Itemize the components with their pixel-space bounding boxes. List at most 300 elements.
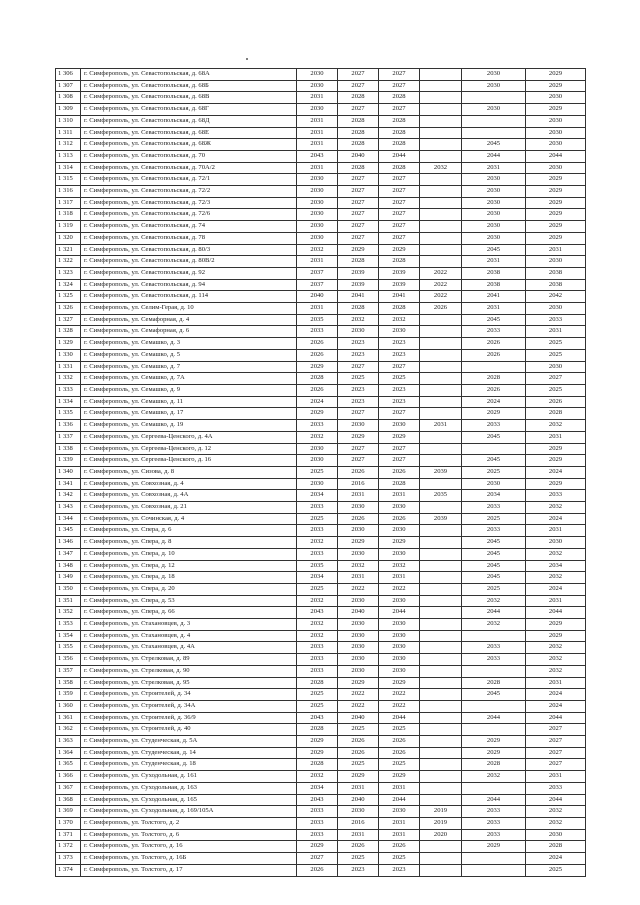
- year-col-6-cell: 2025: [526, 349, 586, 361]
- year-col-6-cell: 2044: [526, 150, 586, 162]
- table-row: [56, 548, 586, 560]
- year-col-3-cell: 2039: [379, 267, 420, 279]
- address-cell: г. Симферополь, ул. Севастопольская, д. 70: [81, 150, 297, 162]
- year-col-1-cell: 2026: [297, 384, 338, 396]
- year-col-2-cell: 2040: [338, 794, 379, 806]
- year-col-2-cell: 2027: [338, 197, 379, 209]
- year-col-5-cell: 2025: [462, 583, 526, 595]
- address-cell: г. Симферополь, ул. Севастопольская, д. 72/1: [81, 174, 297, 186]
- year-col-3-cell: 2044: [379, 607, 420, 619]
- table-row: [56, 455, 586, 467]
- year-col-5-cell: 2030: [462, 209, 526, 221]
- year-col-2-cell: 2027: [338, 69, 379, 81]
- row-number-cell: 1 346: [56, 537, 81, 549]
- year-col-1-cell: 2031: [297, 256, 338, 268]
- year-col-4-cell: 2019: [420, 818, 462, 830]
- year-col-5-cell: 2045: [462, 572, 526, 584]
- year-col-3-cell: 2030: [379, 502, 420, 514]
- table-row: [56, 197, 586, 209]
- table-row: [56, 829, 586, 841]
- year-col-1-cell: 2025: [297, 689, 338, 701]
- year-col-2-cell: 2028: [338, 256, 379, 268]
- year-col-5-cell: 2044: [462, 794, 526, 806]
- year-col-1-cell: 2029: [297, 361, 338, 373]
- year-col-6-cell: 2024: [526, 583, 586, 595]
- row-number-cell: 1 363: [56, 736, 81, 748]
- address-cell: г. Симферополь, ул. Сочинская, д. 4: [81, 513, 297, 525]
- table-row: [56, 818, 586, 830]
- year-col-3-cell: 2028: [379, 127, 420, 139]
- year-col-5-cell: 2030: [462, 197, 526, 209]
- year-col-5-cell: 2045: [462, 431, 526, 443]
- year-col-2-cell: 2025: [338, 724, 379, 736]
- address-cell: г. Симферополь, ул. Суходольная, д. 163: [81, 782, 297, 794]
- table-row: [56, 794, 586, 806]
- year-col-3-cell: 2030: [379, 595, 420, 607]
- year-col-6-cell: 2024: [526, 853, 586, 865]
- year-col-2-cell: 2039: [338, 279, 379, 291]
- year-col-4-cell: [420, 607, 462, 619]
- year-col-6-cell: 2030: [526, 361, 586, 373]
- year-col-6-cell: 2027: [526, 736, 586, 748]
- table-row: [56, 560, 586, 572]
- year-col-1-cell: 2037: [297, 267, 338, 279]
- year-col-2-cell: 2040: [338, 712, 379, 724]
- year-col-5-cell: 2033: [462, 642, 526, 654]
- table-row: [56, 186, 586, 198]
- year-col-1-cell: 2030: [297, 69, 338, 81]
- year-col-1-cell: 2029: [297, 747, 338, 759]
- table-row: [56, 139, 586, 151]
- year-col-4-cell: [420, 92, 462, 104]
- year-col-6-cell: 2030: [526, 139, 586, 151]
- row-number-cell: 1 356: [56, 654, 81, 666]
- year-col-4-cell: [420, 548, 462, 560]
- address-cell: г. Симферополь, ул. Севастопольская, д. 68Е: [81, 127, 297, 139]
- year-col-5-cell: 2030: [462, 174, 526, 186]
- year-col-1-cell: 2028: [297, 724, 338, 736]
- table-row: [56, 724, 586, 736]
- year-col-2-cell: 2030: [338, 665, 379, 677]
- year-col-2-cell: 2023: [338, 396, 379, 408]
- year-col-6-cell: 2025: [526, 338, 586, 350]
- year-col-3-cell: 2025: [379, 853, 420, 865]
- table-row: [56, 759, 586, 771]
- row-number-cell: 1 322: [56, 256, 81, 268]
- year-col-3-cell: 2028: [379, 478, 420, 490]
- row-number-cell: 1 357: [56, 665, 81, 677]
- year-col-3-cell: 2023: [379, 349, 420, 361]
- year-col-4-cell: [420, 338, 462, 350]
- row-number-cell: 1 317: [56, 197, 81, 209]
- year-col-3-cell: 2022: [379, 689, 420, 701]
- year-col-4-cell: [420, 326, 462, 338]
- year-col-4-cell: [420, 349, 462, 361]
- year-col-6-cell: 2034: [526, 560, 586, 572]
- year-col-4-cell: [420, 759, 462, 771]
- year-col-3-cell: 2029: [379, 677, 420, 689]
- year-col-6-cell: 2044: [526, 712, 586, 724]
- year-col-2-cell: 2026: [338, 841, 379, 853]
- year-col-1-cell: 2031: [297, 127, 338, 139]
- row-number-cell: 1 307: [56, 80, 81, 92]
- row-number-cell: 1 351: [56, 595, 81, 607]
- year-col-2-cell: 2027: [338, 232, 379, 244]
- address-cell: г. Симферополь, ул. Севастопольская, д. 68Б: [81, 80, 297, 92]
- table-row: [56, 303, 586, 315]
- year-col-6-cell: 2024: [526, 513, 586, 525]
- table-row: [56, 747, 586, 759]
- year-col-5-cell: [462, 115, 526, 127]
- year-col-6-cell: 2025: [526, 864, 586, 876]
- year-col-5-cell: 2033: [462, 326, 526, 338]
- row-number-cell: 1 323: [56, 267, 81, 279]
- address-cell: г. Симферополь, ул. Спера, д. 18: [81, 572, 297, 584]
- year-col-5-cell: 2045: [462, 689, 526, 701]
- year-col-5-cell: 2033: [462, 420, 526, 432]
- year-col-2-cell: 2030: [338, 502, 379, 514]
- year-col-6-cell: 2025: [526, 384, 586, 396]
- year-col-1-cell: 2033: [297, 818, 338, 830]
- year-col-3-cell: 2031: [379, 490, 420, 502]
- address-cell: г. Симферополь, ул. Севастопольская, д. 78: [81, 232, 297, 244]
- address-cell: г. Симферополь, ул. Семашко, д. 5: [81, 349, 297, 361]
- year-col-2-cell: 2029: [338, 771, 379, 783]
- year-col-2-cell: 2022: [338, 700, 379, 712]
- year-col-4-cell: 2022: [420, 267, 462, 279]
- year-col-6-cell: 2024: [526, 700, 586, 712]
- row-number-cell: 1 349: [56, 572, 81, 584]
- year-col-1-cell: 2030: [297, 197, 338, 209]
- address-cell: г. Симферополь, ул. Стрелковая, д. 95: [81, 677, 297, 689]
- row-number-cell: 1 306: [56, 69, 81, 81]
- year-col-6-cell: 2033: [526, 314, 586, 326]
- year-col-1-cell: 2029: [297, 736, 338, 748]
- year-col-1-cell: 2029: [297, 408, 338, 420]
- row-number-cell: 1 343: [56, 502, 81, 514]
- year-col-2-cell: 2027: [338, 174, 379, 186]
- table-row: [56, 115, 586, 127]
- year-col-6-cell: 2032: [526, 572, 586, 584]
- year-col-5-cell: 2030: [462, 80, 526, 92]
- year-col-5-cell: 2044: [462, 150, 526, 162]
- year-col-5-cell: 2028: [462, 759, 526, 771]
- row-number-cell: 1 367: [56, 782, 81, 794]
- year-col-1-cell: 2031: [297, 115, 338, 127]
- year-col-5-cell: 2033: [462, 818, 526, 830]
- address-cell: г. Симферополь, ул. Спера, д. 66: [81, 607, 297, 619]
- year-col-4-cell: [420, 197, 462, 209]
- year-col-6-cell: 2028: [526, 841, 586, 853]
- year-col-4-cell: [420, 853, 462, 865]
- year-col-3-cell: 2022: [379, 700, 420, 712]
- year-col-6-cell: 2027: [526, 724, 586, 736]
- year-col-5-cell: 2030: [462, 232, 526, 244]
- year-col-4-cell: [420, 431, 462, 443]
- table-row: [56, 373, 586, 385]
- year-col-6-cell: 2044: [526, 794, 586, 806]
- address-cell: г. Симферополь, ул. Севастопольская, д. 114: [81, 291, 297, 303]
- year-col-5-cell: [462, 361, 526, 373]
- address-cell: г. Симферополь, ул. Сизова, д. 8: [81, 466, 297, 478]
- year-col-1-cell: 2033: [297, 665, 338, 677]
- year-col-1-cell: 2025: [297, 583, 338, 595]
- address-cell: г. Симферополь, ул. Толстого, д. 17: [81, 864, 297, 876]
- year-col-1-cell: 2033: [297, 548, 338, 560]
- year-col-2-cell: 2027: [338, 455, 379, 467]
- year-col-6-cell: 2038: [526, 279, 586, 291]
- table-row: [56, 595, 586, 607]
- address-cell: г. Симферополь, ул. Сергеева-Ценского, д. 16: [81, 455, 297, 467]
- year-col-5-cell: 2031: [462, 256, 526, 268]
- year-col-2-cell: 2032: [338, 314, 379, 326]
- address-cell: г. Симферополь, ул. Спера, д. 6: [81, 525, 297, 537]
- year-col-1-cell: 2027: [297, 853, 338, 865]
- year-col-2-cell: 2025: [338, 373, 379, 385]
- year-col-3-cell: 2044: [379, 150, 420, 162]
- year-col-2-cell: 2025: [338, 853, 379, 865]
- year-col-6-cell: 2030: [526, 537, 586, 549]
- year-col-5-cell: 2045: [462, 139, 526, 151]
- year-col-3-cell: 2023: [379, 384, 420, 396]
- table-row: [56, 209, 586, 221]
- year-col-3-cell: 2023: [379, 338, 420, 350]
- year-col-3-cell: 2027: [379, 455, 420, 467]
- row-number-cell: 1 364: [56, 747, 81, 759]
- row-number-cell: 1 345: [56, 525, 81, 537]
- year-col-5-cell: 2032: [462, 771, 526, 783]
- row-number-cell: 1 374: [56, 864, 81, 876]
- year-col-5-cell: 2038: [462, 279, 526, 291]
- year-col-3-cell: 2026: [379, 841, 420, 853]
- year-col-5-cell: 2032: [462, 619, 526, 631]
- address-cell: г. Симферополь, ул. Семашко, д. 11: [81, 396, 297, 408]
- row-number-cell: 1 340: [56, 466, 81, 478]
- table-row: [56, 654, 586, 666]
- row-number-cell: 1 361: [56, 712, 81, 724]
- table-row: [56, 127, 586, 139]
- year-col-2-cell: 2026: [338, 747, 379, 759]
- year-col-2-cell: 2030: [338, 420, 379, 432]
- address-cell: г. Симферополь, ул. Стахановцев, д. 4: [81, 630, 297, 642]
- year-col-1-cell: 2029: [297, 841, 338, 853]
- row-number-cell: 1 328: [56, 326, 81, 338]
- year-col-3-cell: 2027: [379, 209, 420, 221]
- year-col-1-cell: 2032: [297, 537, 338, 549]
- year-col-2-cell: 2025: [338, 759, 379, 771]
- row-number-cell: 1 320: [56, 232, 81, 244]
- address-cell: г. Симферополь, ул. Семашко, д. 7А: [81, 373, 297, 385]
- address-cell: г. Симферополь, ул. Спера, д. 8: [81, 537, 297, 549]
- row-number-cell: 1 314: [56, 162, 81, 174]
- year-col-1-cell: 2033: [297, 654, 338, 666]
- year-col-4-cell: [420, 478, 462, 490]
- year-col-1-cell: 2032: [297, 619, 338, 631]
- year-col-1-cell: 2030: [297, 455, 338, 467]
- row-number-cell: 1 321: [56, 244, 81, 256]
- year-col-5-cell: 2032: [462, 595, 526, 607]
- year-col-5-cell: 2025: [462, 466, 526, 478]
- row-number-cell: 1 347: [56, 548, 81, 560]
- row-number-cell: 1 371: [56, 829, 81, 841]
- year-col-5-cell: 2026: [462, 338, 526, 350]
- year-col-4-cell: [420, 525, 462, 537]
- row-number-cell: 1 359: [56, 689, 81, 701]
- year-col-1-cell: 2033: [297, 806, 338, 818]
- address-cell: г. Симферополь, ул. Стахановцев, д. 3: [81, 619, 297, 631]
- year-col-2-cell: 2030: [338, 806, 379, 818]
- year-col-2-cell: 2031: [338, 829, 379, 841]
- year-col-1-cell: 2043: [297, 150, 338, 162]
- year-col-5-cell: 2025: [462, 513, 526, 525]
- year-col-2-cell: 2026: [338, 513, 379, 525]
- year-col-2-cell: 2027: [338, 186, 379, 198]
- year-col-4-cell: [420, 537, 462, 549]
- year-col-5-cell: 2031: [462, 303, 526, 315]
- year-col-1-cell: 2031: [297, 303, 338, 315]
- address-cell: г. Симферополь, ул. Стрелковая, д. 90: [81, 665, 297, 677]
- address-cell: г. Симферополь, ул. Сергеева-Ценского, д. 4А: [81, 431, 297, 443]
- year-col-5-cell: 2045: [462, 560, 526, 572]
- year-col-6-cell: 2032: [526, 420, 586, 432]
- year-col-4-cell: 2039: [420, 466, 462, 478]
- year-col-3-cell: 2030: [379, 630, 420, 642]
- address-cell: г. Симферополь, ул. Спера, д. 12: [81, 560, 297, 572]
- year-col-2-cell: 2040: [338, 150, 379, 162]
- year-col-2-cell: 2027: [338, 361, 379, 373]
- year-col-5-cell: 2026: [462, 349, 526, 361]
- year-col-3-cell: 2027: [379, 361, 420, 373]
- year-col-6-cell: 2029: [526, 443, 586, 455]
- year-col-4-cell: [420, 150, 462, 162]
- year-col-3-cell: 2039: [379, 279, 420, 291]
- year-col-4-cell: [420, 572, 462, 584]
- year-col-3-cell: 2025: [379, 759, 420, 771]
- year-col-6-cell: 2033: [526, 490, 586, 502]
- year-col-2-cell: 2023: [338, 338, 379, 350]
- year-col-1-cell: 2026: [297, 864, 338, 876]
- year-col-3-cell: 2027: [379, 443, 420, 455]
- year-col-4-cell: [420, 80, 462, 92]
- table-row: [56, 420, 586, 432]
- row-number-cell: 1 354: [56, 630, 81, 642]
- table-row: [56, 104, 586, 116]
- year-col-2-cell: 2027: [338, 104, 379, 116]
- row-number-cell: 1 326: [56, 303, 81, 315]
- year-col-4-cell: [420, 747, 462, 759]
- year-col-2-cell: 2023: [338, 384, 379, 396]
- year-col-2-cell: 2030: [338, 326, 379, 338]
- year-col-3-cell: 2044: [379, 712, 420, 724]
- year-col-3-cell: 2022: [379, 583, 420, 595]
- year-col-4-cell: 2039: [420, 513, 462, 525]
- address-cell: г. Симферополь, ул. Толстого, д. 6: [81, 829, 297, 841]
- row-number-cell: 1 336: [56, 420, 81, 432]
- year-col-3-cell: 2031: [379, 572, 420, 584]
- year-col-2-cell: 2029: [338, 431, 379, 443]
- year-col-4-cell: 2020: [420, 829, 462, 841]
- year-col-5-cell: [462, 630, 526, 642]
- year-col-1-cell: 2026: [297, 338, 338, 350]
- year-col-1-cell: 2030: [297, 209, 338, 221]
- year-col-4-cell: [420, 677, 462, 689]
- year-col-4-cell: [420, 174, 462, 186]
- table-row: [56, 150, 586, 162]
- row-number-cell: 1 332: [56, 373, 81, 385]
- year-col-2-cell: 2022: [338, 583, 379, 595]
- year-col-1-cell: 2037: [297, 279, 338, 291]
- year-col-2-cell: 2026: [338, 736, 379, 748]
- year-col-3-cell: 2029: [379, 771, 420, 783]
- year-col-1-cell: 2033: [297, 525, 338, 537]
- table-row: [56, 232, 586, 244]
- year-col-5-cell: 2034: [462, 490, 526, 502]
- address-cell: г. Симферополь, ул. Селим-Герая, д. 10: [81, 303, 297, 315]
- year-col-5-cell: [462, 864, 526, 876]
- address-cell: г. Симферополь, ул. Спера, д. 20: [81, 583, 297, 595]
- year-col-2-cell: 2027: [338, 221, 379, 233]
- table-row: [56, 583, 586, 595]
- row-number-cell: 1 366: [56, 771, 81, 783]
- year-col-6-cell: 2029: [526, 209, 586, 221]
- address-cell: г. Симферополь, ул. Толстого, д. 16: [81, 841, 297, 853]
- address-cell: г. Симферополь, ул. Севастопольская, д. 72/6: [81, 209, 297, 221]
- address-cell: г. Симферополь, ул. Семашко, д. 9: [81, 384, 297, 396]
- year-col-2-cell: 2029: [338, 537, 379, 549]
- row-number-cell: 1 368: [56, 794, 81, 806]
- row-number-cell: 1 353: [56, 619, 81, 631]
- row-number-cell: 1 324: [56, 279, 81, 291]
- year-col-3-cell: 2025: [379, 373, 420, 385]
- row-number-cell: 1 311: [56, 127, 81, 139]
- year-col-2-cell: 2030: [338, 548, 379, 560]
- year-col-3-cell: 2028: [379, 139, 420, 151]
- year-col-2-cell: 2039: [338, 267, 379, 279]
- year-col-1-cell: 2030: [297, 221, 338, 233]
- address-cell: г. Симферополь, ул. Севастопольская, д. 68В: [81, 92, 297, 104]
- row-number-cell: 1 360: [56, 700, 81, 712]
- year-col-5-cell: 2030: [462, 221, 526, 233]
- year-col-2-cell: 2026: [338, 466, 379, 478]
- year-col-2-cell: 2030: [338, 525, 379, 537]
- year-col-1-cell: 2043: [297, 607, 338, 619]
- year-col-6-cell: 2029: [526, 455, 586, 467]
- year-col-4-cell: [420, 127, 462, 139]
- year-col-3-cell: 2031: [379, 782, 420, 794]
- year-col-2-cell: 2028: [338, 303, 379, 315]
- year-col-5-cell: 2031: [462, 162, 526, 174]
- year-col-3-cell: 2023: [379, 396, 420, 408]
- table-body: [56, 69, 586, 877]
- year-col-4-cell: 2022: [420, 291, 462, 303]
- year-col-3-cell: 2028: [379, 115, 420, 127]
- year-col-3-cell: 2032: [379, 560, 420, 572]
- address-cell: г. Симферополь, ул. Стрелковая, д. 89: [81, 654, 297, 666]
- year-col-3-cell: 2030: [379, 420, 420, 432]
- row-number-cell: 1 330: [56, 349, 81, 361]
- year-col-1-cell: 2032: [297, 431, 338, 443]
- year-col-2-cell: 2027: [338, 209, 379, 221]
- year-col-1-cell: 2040: [297, 291, 338, 303]
- table-row: [56, 502, 586, 514]
- year-col-2-cell: 2028: [338, 115, 379, 127]
- year-col-6-cell: 2030: [526, 92, 586, 104]
- year-col-6-cell: 2029: [526, 174, 586, 186]
- year-col-6-cell: 2038: [526, 267, 586, 279]
- year-col-1-cell: 2033: [297, 642, 338, 654]
- year-col-3-cell: 2030: [379, 548, 420, 560]
- year-col-6-cell: 2030: [526, 127, 586, 139]
